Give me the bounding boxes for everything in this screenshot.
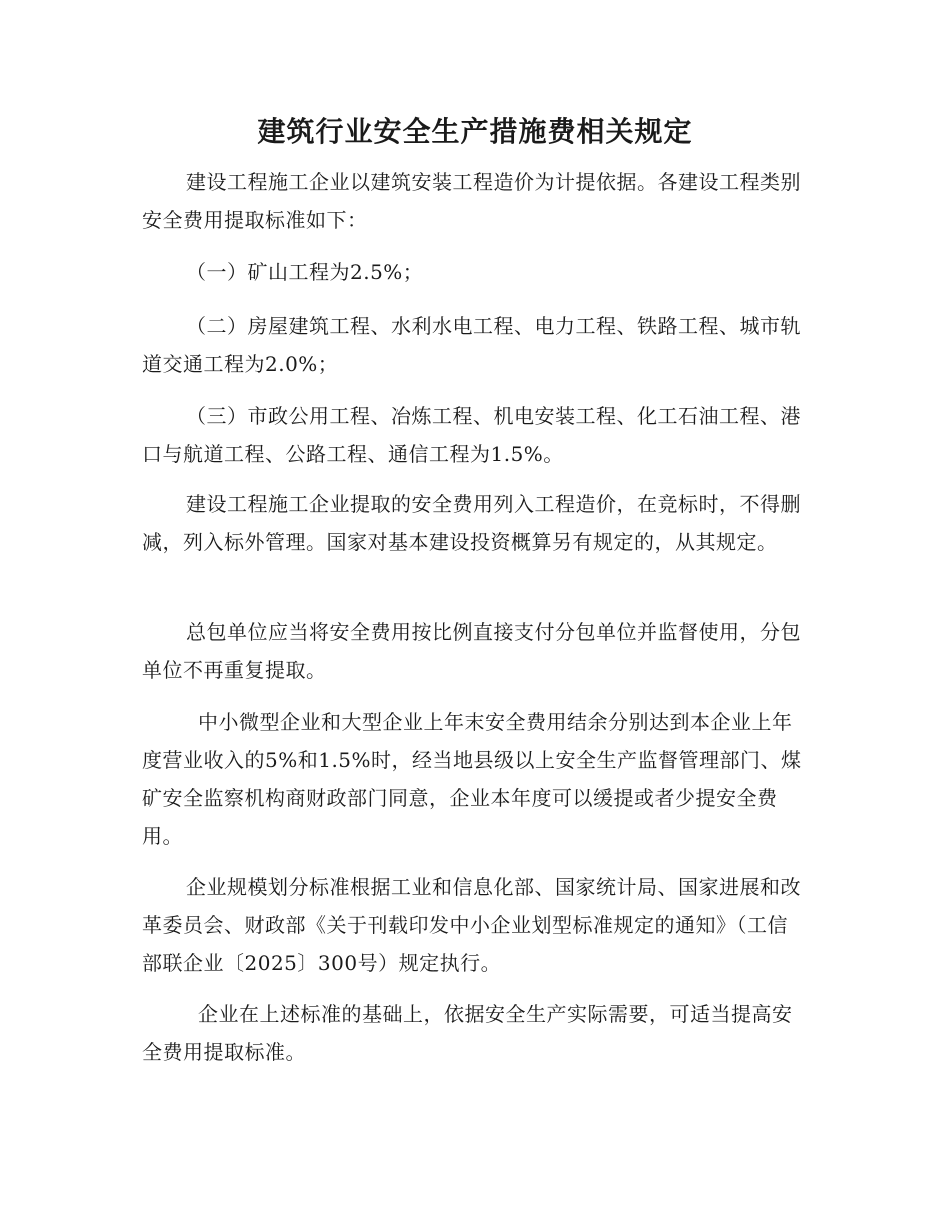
paragraph-balance: 中小微型企业和大型企业上年末安全费用结余分别达到本企业上年度营业收入的5%和1.5%时，经当地县级以上安全生产监督管理部门、煤矿安全监察机构商财政部门同意，企业本年度可以缓提或者少提安全费用。 <box>142 710 802 848</box>
paragraph-item-municipal: （三）市政公用工程、冶炼工程、机电安装工程、化工石油工程、港口与航道工程、公路工程、通信工程为1.5%。 <box>142 404 801 466</box>
paragraph-subcontract: 总包单位应当将安全费用按比例直接支付分包单位并监督使用，分包单位不再重复提取。 <box>142 620 801 682</box>
paragraph-item-building: （二）房屋建筑工程、水利水电工程、电力工程、铁路工程、城市轨道交通工程为2.0%； <box>142 314 801 376</box>
paragraph-raise-standard: 企业在上述标准的基础上，依据安全生产实际需要，可适当提高安全费用提取标准。 <box>142 1002 793 1064</box>
paragraph-bidding: 建设工程施工企业提取的安全费用列入工程造价，在竞标时，不得删减，列入标外管理。国家对基本建设投资概算另有规定的，从其规定。 <box>142 492 801 554</box>
paragraph-item-mining: （一）矿山工程为2.5%； <box>186 260 424 284</box>
document-title: 建筑行业安全生产措施费相关规定 <box>257 115 693 148</box>
paragraph-calculation-basis: 建设工程施工企业以建筑安装工程造价为计提依据。各建设工程类别安全费用提取标准如下： <box>142 170 801 232</box>
paragraph-enterprise-scale: 企业规模划分标准根据工业和信息化部、国家统计局、国家进展和改革委员会、财政部《关于刊载印发中小企业划型标准规定的通知》（工信部联企业〔2025〕300号）规定执行。 <box>142 875 801 975</box>
